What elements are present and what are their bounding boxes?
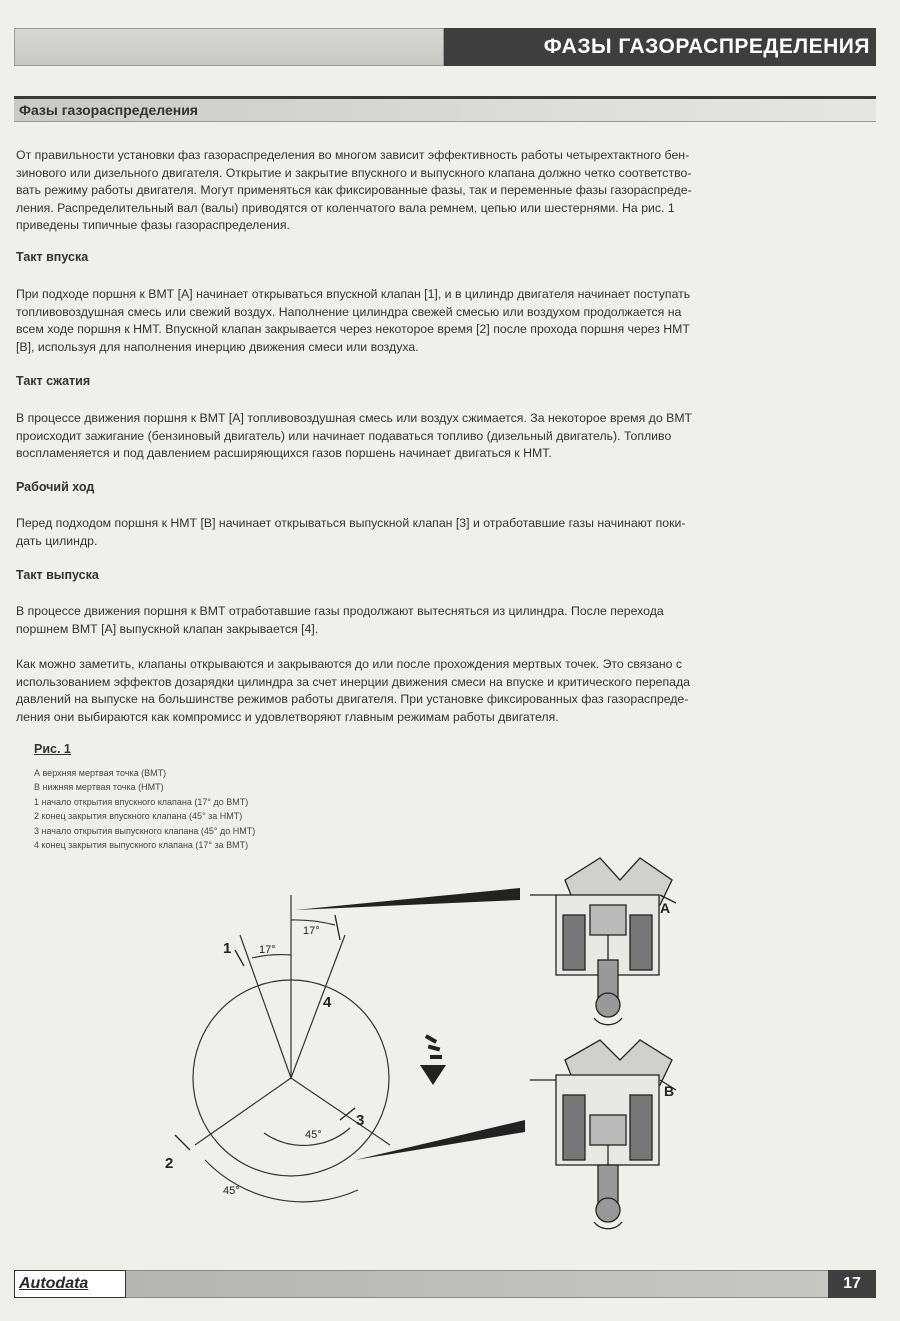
intake-paragraph [16, 286, 864, 356]
text-line: происходит зажигание (бензиновый двигатель) или начинает подаваться топливо (дизельный двигатель). Топливо [16, 428, 672, 443]
pointer-3 [340, 1108, 355, 1120]
text-line: [В], используя для наполнения инерцию движения смеси или воздуха. [16, 339, 419, 354]
pointer-bdc-wedge [355, 1120, 525, 1160]
label-4: 4 [323, 994, 332, 1011]
section-title: Фазы газораспределения [19, 102, 198, 118]
compression-paragraph [16, 410, 864, 463]
legend-item: 4 конец закрытия выпускного клапана (17° за ВМТ) [34, 840, 249, 851]
header-title: ФАЗЫ ГАЗОРАСПРЕДЕЛЕНИЯ [444, 28, 876, 66]
pointer-4 [335, 915, 340, 940]
text-line: поршнем ВМТ [А] выпускной клапан закрывается [4]. [16, 621, 319, 636]
text-line: всем ходе поршня к НМТ. Впускной клапан закрывается через некоторое время [2] после прохода поршня через НМТ [16, 322, 690, 336]
exhaust-heading: Такт выпуска [16, 568, 99, 582]
text-line: ления. Распределительный вал (валы) приводятся от коленчатого вала ремнем, цепью или шестернями. На рис. 1 [16, 200, 675, 215]
page-number: 17 [828, 1270, 876, 1298]
legend-item: 3 начало открытия выпускного клапана (45° до НМТ) [34, 825, 256, 836]
pointer-tdc-wedge [295, 888, 520, 910]
autodata-logo: Autodata [14, 1270, 126, 1298]
intake-open-line [240, 935, 291, 1078]
text-line: При подходе поршня к ВМТ [А] начинает открываться впускной клапан [1], и в цилиндр двигателя начинает поступать [16, 287, 691, 301]
power-heading: Рабочий ход [16, 480, 95, 494]
conclusion-paragraph [16, 656, 864, 726]
header-banner-left [14, 28, 444, 66]
exhaust-close-line [291, 935, 345, 1078]
compression-heading: Такт сжатия [16, 374, 91, 388]
section-divider [14, 121, 876, 122]
label-b: B [664, 1083, 675, 1099]
label-45-inner: 45° [305, 1129, 322, 1141]
label-17-inner: 17° [259, 944, 276, 956]
engine-cutaway-tdc [530, 858, 676, 1025]
text-line: зинового или дизельного двигателя. Открытие и закрытие впускного и выпускного клапана должно четко соответство- [16, 165, 692, 180]
engine-cutaway-bdc [530, 1040, 676, 1229]
text-line: дать цилиндр. [16, 533, 98, 548]
intake-close-line [195, 1078, 291, 1145]
legend-item: А верхняя мертвая точка (ВМТ) [34, 768, 167, 778]
exhaust-paragraph [16, 603, 864, 638]
section-heading [14, 96, 876, 122]
pointer-2 [175, 1135, 190, 1150]
pointer-1 [235, 950, 244, 966]
valve-timing-diagram [0, 855, 900, 1235]
intro-paragraph [16, 147, 864, 235]
text-line: Перед подходом поршня к НМТ [В] начинает открываться выпускной клапан [3] и отработавшие газы начинают поки- [16, 516, 686, 530]
figure-legend [34, 766, 255, 852]
legend-item: 1 начало открытия впускного клапана (17° до ВМТ) [34, 796, 249, 807]
text-line: давлений на выпуске на большинстве режимов работы двигателя. При установке фиксированных фаз газораспреде- [16, 692, 689, 706]
text-line: приведены типичные фазы газораспределения. [16, 218, 290, 232]
label-45-outer: 45° [223, 1185, 240, 1197]
text-line: Как можно заметить, клапаны открываются и закрываются до или после прохождения мертвых точек. Это связано с [16, 657, 683, 671]
label-a: A [660, 900, 671, 916]
legend-item: В нижняя мертвая точка (НМТ) [34, 782, 164, 793]
label-1: 1 [223, 940, 232, 957]
text-line: В процессе движения поршня к ВМТ [А] топливовоздушная смесь или воздух сжимается. За некоторое время до ВМТ [16, 411, 693, 425]
text-line: воспламеняется и под давлением расширяющихся газов поршень начинает двигаться к НМТ. [16, 446, 552, 460]
header-banner [14, 28, 876, 66]
power-paragraph [16, 515, 864, 550]
label-17-outer: 17° [303, 925, 320, 937]
intake-heading: Такт впуска [16, 250, 89, 264]
text-line: В процессе движения поршня к ВМТ отработавшие газы продолжают вытесняться из цилиндра. После перехода [16, 604, 664, 618]
footer-bar [14, 1270, 876, 1298]
figure-title: Рис. 1 [34, 742, 71, 756]
text-line: использованием эффектов дозарядки цилиндра за счет инерции движения смеси на впуске и критического перепада [16, 674, 691, 689]
text-line: топливовоздушная смесь или свежий воздух. Наполнение цилиндра свежей смесью или воздухом продолжается на [16, 304, 682, 319]
rotation-arrow [420, 1034, 446, 1085]
label-3: 3 [356, 1112, 365, 1129]
text-line: От правильности установки фаз газораспределения во многом зависит эффективность работы четырехтактного бен- [16, 148, 690, 162]
footer-band [126, 1270, 828, 1298]
text-line: вать режиму работы двигателя. Могут применяться как фиксированные фазы, так и переменные фазы газораспреде- [16, 183, 692, 197]
text-line: ления они выбираются как компромисс и удовлетворяют главным режимам работы двигателя. [16, 709, 559, 724]
legend-item: 2 конец закрытия впускного клапана (45° за НМТ) [34, 811, 243, 822]
label-2: 2 [165, 1155, 174, 1172]
